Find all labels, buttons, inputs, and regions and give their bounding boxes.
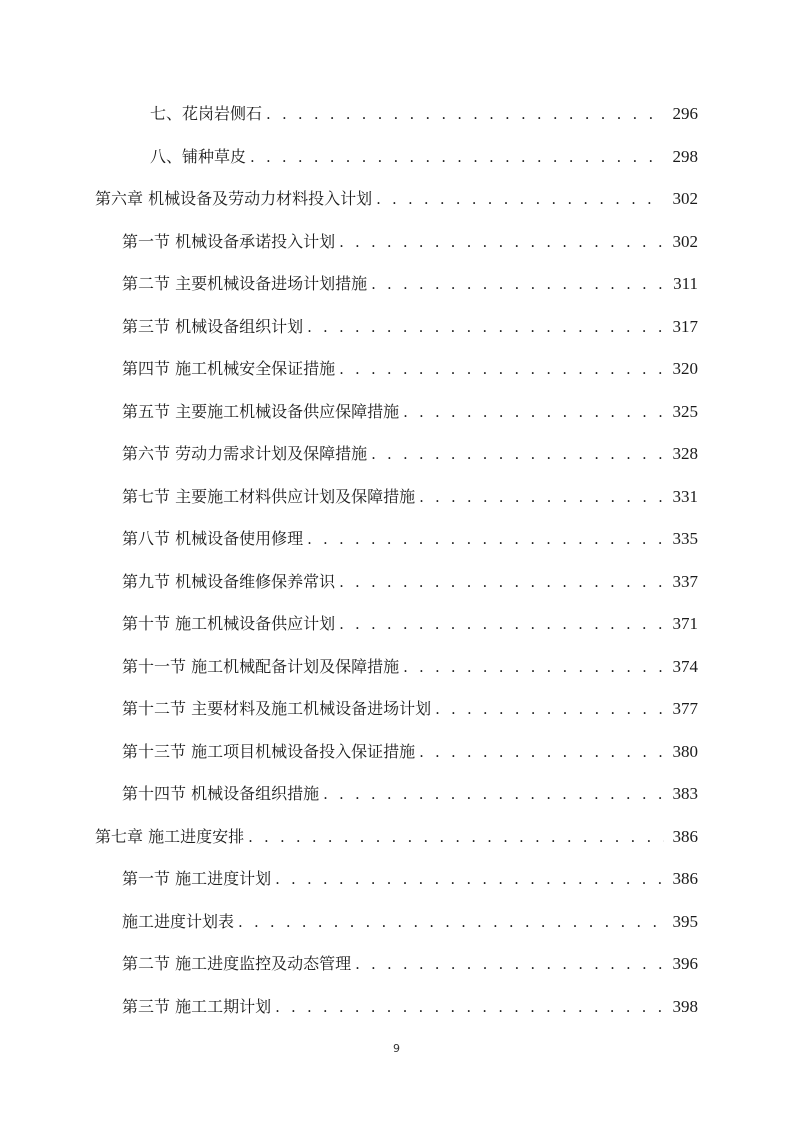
toc-entry[interactable] bbox=[122, 649, 698, 679]
dot-leader bbox=[419, 740, 664, 764]
toc-entry-page: 371 bbox=[672, 614, 698, 633]
toc-entry-title: 施工进度计划表 bbox=[122, 911, 235, 931]
dot-leader bbox=[376, 187, 664, 211]
toc-entry-title: 第七节 主要施工材料供应计划及保障措施 bbox=[122, 486, 416, 506]
toc-entry-page: 396 bbox=[672, 954, 698, 973]
dot-leader bbox=[339, 357, 664, 381]
toc-entry-page: 331 bbox=[672, 486, 698, 506]
toc-entry-page: 298 bbox=[672, 146, 698, 166]
dot-leader bbox=[250, 145, 664, 169]
toc-entry-page: 380 bbox=[672, 741, 698, 761]
dot-leader bbox=[435, 697, 664, 721]
toc-entry-title: 第六节 劳动力需求计划及保障措施 bbox=[122, 444, 368, 463]
dot-leader bbox=[355, 952, 664, 976]
dot-leader bbox=[419, 485, 664, 509]
toc-entry-title: 第十一节 施工机械配备计划及保障措施 bbox=[122, 656, 400, 676]
toc-entry-title: 第七章 施工进度安排 bbox=[95, 826, 245, 846]
toc-entry-title: 第二节 施工进度监控及动态管理 bbox=[122, 954, 352, 973]
toc-entry[interactable] bbox=[122, 436, 698, 466]
toc-entry-page: 398 bbox=[672, 996, 698, 1016]
toc-entry-title: 七、花岗岩侧石 bbox=[150, 104, 263, 123]
toc-entry[interactable] bbox=[122, 479, 698, 509]
dot-leader bbox=[339, 230, 664, 254]
toc-entry-page: 325 bbox=[672, 401, 698, 421]
toc-entry[interactable] bbox=[122, 564, 698, 594]
dot-leader bbox=[307, 315, 664, 339]
toc-entry-page: 317 bbox=[672, 316, 698, 336]
dot-leader bbox=[275, 995, 664, 1019]
toc-entry-page: 311 bbox=[673, 274, 698, 293]
dot-leader bbox=[403, 400, 664, 424]
toc-entry[interactable] bbox=[122, 734, 698, 764]
toc-entry[interactable] bbox=[122, 946, 698, 976]
dot-leader bbox=[266, 102, 664, 126]
toc-entry[interactable] bbox=[122, 394, 698, 424]
page-number: 9 bbox=[393, 1042, 400, 1055]
dot-leader bbox=[371, 272, 664, 296]
toc-entry-title: 第九节 机械设备维修保养常识 bbox=[122, 571, 336, 591]
toc-entry-title: 第十三节 施工项目机械设备投入保证措施 bbox=[122, 741, 416, 761]
toc-entry[interactable] bbox=[122, 861, 698, 891]
toc-entry-title: 第六章 机械设备及劳动力材料投入计划 bbox=[95, 189, 373, 208]
toc-entry-page: 328 bbox=[672, 444, 698, 463]
toc-entry[interactable] bbox=[122, 266, 698, 296]
toc-entry[interactable] bbox=[122, 224, 698, 254]
toc-entry[interactable] bbox=[122, 521, 698, 551]
toc-entry-page: 296 bbox=[672, 104, 698, 123]
toc-entry[interactable] bbox=[95, 181, 698, 211]
toc-entry[interactable] bbox=[122, 351, 698, 381]
toc-entry-title: 八、铺种草皮 bbox=[150, 146, 247, 166]
toc-entry-page: 374 bbox=[672, 656, 698, 676]
toc-entry-title: 第一节 施工进度计划 bbox=[122, 869, 272, 888]
toc-entry-page: 302 bbox=[672, 231, 698, 251]
dot-leader bbox=[248, 825, 664, 849]
toc-entry[interactable] bbox=[122, 989, 698, 1019]
toc-entry[interactable] bbox=[122, 606, 698, 636]
toc-entry[interactable] bbox=[122, 691, 698, 721]
dot-leader bbox=[275, 867, 664, 891]
dot-leader bbox=[339, 570, 664, 594]
dot-leader bbox=[371, 442, 664, 466]
toc-entry-page: 395 bbox=[672, 911, 698, 931]
toc-entry-page: 335 bbox=[672, 529, 698, 548]
toc-entry-title: 第五节 主要施工机械设备供应保障措施 bbox=[122, 401, 400, 421]
toc-entry-title: 第十节 施工机械设备供应计划 bbox=[122, 614, 336, 633]
toc-entry-title: 第三节 机械设备组织计划 bbox=[122, 316, 304, 336]
toc-entry-page: 386 bbox=[672, 869, 698, 888]
toc-entry[interactable] bbox=[150, 139, 698, 169]
dot-leader bbox=[403, 655, 664, 679]
toc-entry-title: 第一节 机械设备承诺投入计划 bbox=[122, 231, 336, 251]
toc-entry-title: 第十二节 主要材料及施工机械设备进场计划 bbox=[122, 699, 432, 718]
dot-leader bbox=[323, 782, 664, 806]
toc-entry-title: 第十四节 机械设备组织措施 bbox=[122, 784, 320, 803]
toc-entry-title: 第三节 施工工期计划 bbox=[122, 996, 272, 1016]
toc-entry[interactable] bbox=[150, 96, 698, 126]
toc-entry-page: 383 bbox=[672, 784, 698, 803]
toc-entry-page: 320 bbox=[672, 359, 698, 378]
toc-entry[interactable] bbox=[122, 776, 698, 806]
toc-entry-title: 第二节 主要机械设备进场计划措施 bbox=[122, 274, 368, 293]
toc-entry-title: 第八节 机械设备使用修理 bbox=[122, 529, 304, 548]
toc-entry-page: 337 bbox=[672, 571, 698, 591]
toc-entry[interactable] bbox=[122, 309, 698, 339]
dot-leader bbox=[238, 910, 664, 934]
toc-entry[interactable] bbox=[95, 819, 698, 849]
toc-entry-page: 377 bbox=[672, 699, 698, 718]
toc-entry[interactable] bbox=[122, 904, 698, 934]
dot-leader bbox=[307, 527, 664, 551]
dot-leader bbox=[339, 612, 664, 636]
toc-entry-page: 386 bbox=[672, 826, 698, 846]
toc-entry-page: 302 bbox=[672, 189, 698, 208]
toc-entry-title: 第四节 施工机械安全保证措施 bbox=[122, 359, 336, 378]
